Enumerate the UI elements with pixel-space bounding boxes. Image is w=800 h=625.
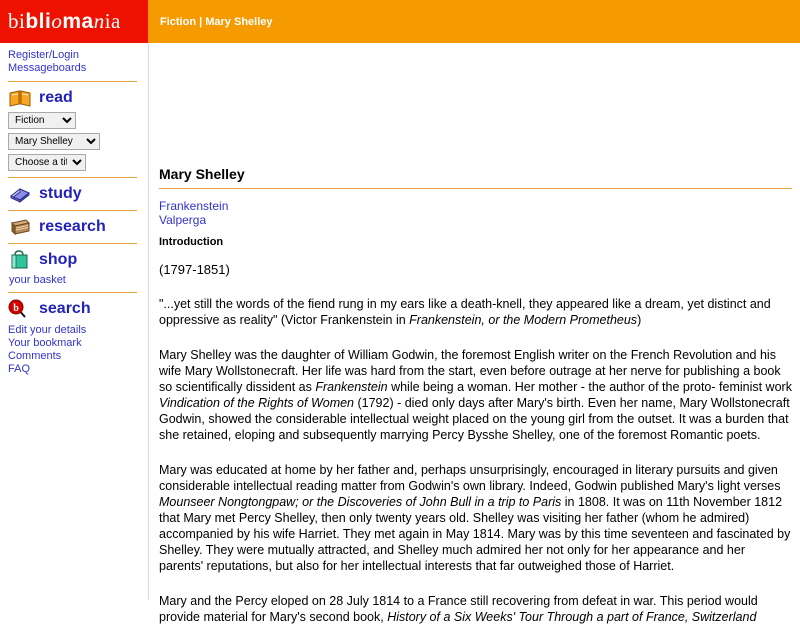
sidebar-section-title-shop: shop xyxy=(39,251,78,268)
site-logo[interactable] xyxy=(0,0,148,43)
divider xyxy=(8,177,137,178)
sidebar-link-your-basket[interactable]: your basket xyxy=(9,274,66,286)
magnifier-icon xyxy=(8,299,32,319)
book-link-valperga[interactable]: Valperga xyxy=(159,213,207,227)
svg-text:b: b xyxy=(13,303,19,314)
divider xyxy=(8,81,137,82)
author-dates: (1797-1851) xyxy=(159,262,230,277)
p1-segment-2: while being a woman. Her mother - the author of the proto- feminist work xyxy=(387,380,792,394)
shopping-bag-icon xyxy=(8,250,32,270)
sidebar-link-register-login[interactable]: Register/Login xyxy=(8,49,79,61)
p2-italic-mounseer: Mounseer Nongtongpaw; or the Discoveries of John Bull in a trip to Paris xyxy=(159,495,562,509)
sidebar-section-research[interactable] xyxy=(8,217,143,237)
divider xyxy=(8,292,137,293)
paragraph-2 xyxy=(159,462,792,574)
sidebar xyxy=(0,43,148,600)
site-header xyxy=(0,0,800,43)
sidebar-section-search[interactable] xyxy=(8,299,143,319)
logo-part-6: ia xyxy=(104,9,121,33)
breadcrumb-bar xyxy=(148,0,800,43)
p3-segment-1: Mary and the Percy eloped on 28 July 1814 to a France still recovering from defeat in war. This period would provide material for Mary's second book, xyxy=(159,594,758,624)
quote-text-after: ) xyxy=(637,313,642,327)
p3-italic-history: History of a Six Weeks' Tour Through a part of France, Switzerland xyxy=(387,610,757,624)
breadcrumb[interactable]: Fiction | Mary Shelley xyxy=(160,15,273,28)
logo-part-1: bi xyxy=(8,9,26,33)
logo-text xyxy=(8,11,121,32)
quote-book-title: Frankenstein, or the Modern Prometheus xyxy=(409,313,638,327)
main-content xyxy=(148,43,800,624)
p1-segment-3: (1792) - died only days after Mary's birth. Even her name, Mary Wollstonecraft Godwin, showed the considerable intellectual weight placed on the young girl from the outset. It was a burden that she retained, eloping and subsequently marrying Percy Bysshe Shelley, one of the foremost Romantic poets. xyxy=(159,396,790,442)
read-select-author[interactable] xyxy=(8,133,100,150)
sidebar-section-title-research: research xyxy=(39,218,106,235)
read-select-category[interactable] xyxy=(8,112,76,129)
sidebar-section-study[interactable] xyxy=(8,184,143,204)
sidebar-section-title-search: search xyxy=(39,300,91,317)
logo-part-3: o xyxy=(51,9,63,33)
page-body xyxy=(0,43,800,624)
p2-segment-1: Mary was educated at home by her father and, perhaps unsurprisingly, encouraged in literary pursuits and given considerable intellectual reading matter from Godwin's own library. Indeed, Godwin published Mary's light verses xyxy=(159,463,781,493)
quote-text-before: "...yet still the words of the fiend rung in my ears like a death-knell, they appeared like a dream, yet distinct and oppressive as reality" (Victor Frankenstein in xyxy=(159,297,771,327)
title-divider xyxy=(159,188,792,189)
sidebar-section-read[interactable] xyxy=(8,88,143,108)
sidebar-link-comments[interactable]: Comments xyxy=(8,350,62,362)
sidebar-link-edit-your-details[interactable]: Edit your details xyxy=(8,324,87,336)
divider xyxy=(8,210,137,211)
logo-part-4: ma xyxy=(62,10,94,33)
sidebar-section-title-study: study xyxy=(39,185,82,202)
sidebar-footer-links xyxy=(8,324,143,376)
read-select-title-row xyxy=(8,154,143,171)
open-book-icon xyxy=(8,88,32,108)
sidebar-section-title-read: read xyxy=(39,89,73,106)
read-select-category-row xyxy=(8,112,143,129)
read-select-title[interactable] xyxy=(8,154,86,171)
quote-paragraph xyxy=(159,296,792,328)
sidebar-section-shop[interactable] xyxy=(8,250,143,270)
blue-book-icon xyxy=(8,184,32,204)
sidebar-link-your-bookmark[interactable]: Your bookmark xyxy=(8,337,82,349)
sidebar-link-faq[interactable]: FAQ xyxy=(8,363,31,375)
content-top-spacer xyxy=(159,43,792,166)
brown-book-icon xyxy=(8,217,32,237)
logo-part-5: n xyxy=(93,9,105,33)
p1-italic-vindication: Vindication of the Rights of Women xyxy=(159,396,355,410)
read-select-author-row xyxy=(8,133,143,150)
sidebar-link-messageboards[interactable]: Messageboards xyxy=(8,62,87,74)
p1-italic-frankenstein: Frankenstein xyxy=(315,380,388,394)
divider xyxy=(8,243,137,244)
paragraph-3 xyxy=(159,593,792,625)
book-link-frankenstein[interactable]: Frankenstein xyxy=(159,199,229,213)
p2-segment-2: in 1808. It was on 11th November 1812 that Mary met Percy Shelley, then only twenty years old. Shelley was visiting her father (whom he admired) accompanied by his wife Harriet. They met again in May 1814. Mary was by this time seventeen and fascinated by Shelley. They were mutually attracted, and Shelley much admired her not only for her appearance and her parents' reputations, but also for her intellectual interests that far outweighed those of Harriet. xyxy=(159,495,791,573)
paragraph-1 xyxy=(159,347,792,443)
p1-segment-1: Mary Shelley was the daughter of William Godwin, the foremost English writer on the French Revolution and his wife Mary Wollstonecraft. Her life was hard from the start, even before outrage at her nerve for publishing a book so scientifically dissident as xyxy=(159,348,781,394)
section-label-introduction: Introduction xyxy=(159,236,224,248)
page-title: Mary Shelley xyxy=(159,166,245,182)
logo-part-2: bli xyxy=(25,10,52,33)
